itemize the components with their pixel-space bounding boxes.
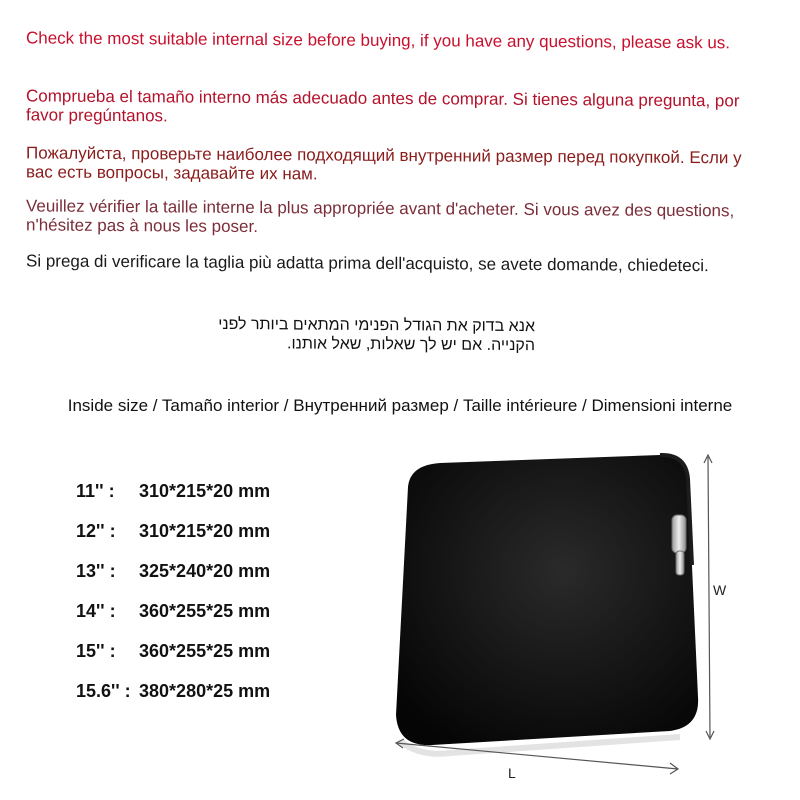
size-name: 13'' : (76, 561, 116, 581)
sleeve-body (396, 455, 698, 745)
laptop-sleeve-figure (380, 445, 740, 790)
size-dims: 310*215*20 mm (139, 481, 271, 501)
size-dims: 310*215*20 mm (139, 521, 271, 541)
inside-size-title: Inside size / Tamaño interior / Внутренний размер / Taille intérieure / Dimensioni interne (67, 396, 733, 415)
size-row (76, 481, 270, 521)
size-name: 15.6'' : (76, 681, 131, 701)
size-dims: 325*240*20 mm (139, 561, 271, 581)
size-name: 11'' : (76, 481, 115, 501)
size-row (76, 641, 270, 681)
width-arrow-icon (708, 457, 710, 737)
size-name: 14'' : (76, 601, 116, 621)
notice-spanish: Comprueba el tamaño interno más adecuado antes de comprar. Si tienes alguna pregunta, por favor pregúntanos. (26, 86, 740, 126)
size-name: 12'' : (76, 521, 116, 541)
notice-italian: Si prega di verificare la taglia più adatta prima dell'acquisto, se avete domande, chiedeteci. (26, 251, 709, 276)
size-dims: 360*255*25 mm (139, 601, 271, 621)
size-row (76, 561, 270, 601)
length-label: L (508, 765, 516, 781)
notice-hebrew: אנא בדוק את הגודל הפנימי המתאים ביותר לפני הקנייה. אם יש לך שאלות, שאל אותנו. (218, 315, 535, 355)
size-dims: 360*255*25 mm (139, 641, 271, 661)
size-list (76, 481, 270, 721)
size-row (76, 521, 270, 561)
laptop-sleeve-drawing (380, 445, 740, 790)
width-label: W (713, 582, 727, 598)
notice-english: Check the most suitable internal size before buying, if you have any questions, please ask us. (26, 28, 731, 53)
size-name: 15'' : (76, 641, 116, 661)
notice-russian: Пожалуйста, проверьте наиболее подходящий внутренний размер перед покупкой. Если у вас есть вопросы, задавайте их нам. (26, 143, 742, 184)
size-row (76, 601, 270, 641)
size-dims: 380*280*25 mm (139, 681, 271, 701)
notice-french: Veuillez vérifier la taille interne la plus appropriée avant d'acheter. Si vous avez des questions, n'hésitez pas à nous les poser. (26, 196, 735, 237)
size-row (76, 681, 270, 721)
